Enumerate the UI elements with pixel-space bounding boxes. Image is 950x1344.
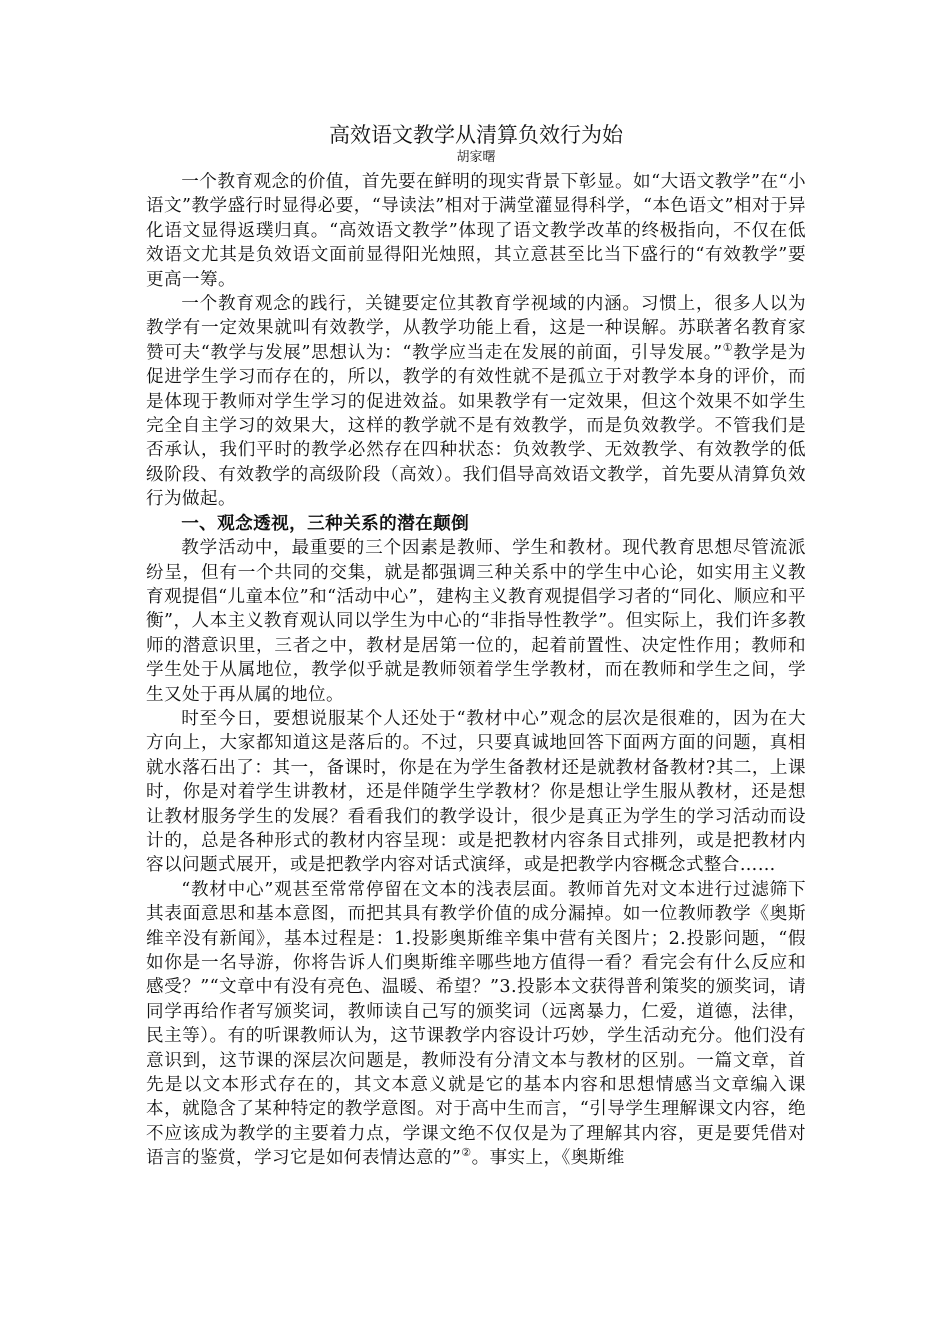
paragraph-5-part-2: 。事实上，《奥斯维	[471, 1148, 625, 1169]
paragraph-5	[146, 878, 806, 1171]
paragraph-1: 一个教育观念的价值，首先要在鲜明的现实背景下彰显。如“大语文教学”在“小语文”教学盛行时显得必要，“导读法”相对于满堂灌显得科学，“本色语文”相对于异化语文显得返璞归真。“高效语文教学”体现了语文教学改革的终极指向，不仅在低效语文尤其是负效语文面前显得阳光烛照，其立意甚至比当下盛行的“有效教学”要更高一筹。	[146, 172, 806, 290]
paragraph-3: 教学活动中，最重要的三个因素是教师、学生和教材。现代教育思想尽管流派纷呈，但有一个共同的交集，就是都强调三种关系中的学生中心论，如实用主义教育观提倡“儿童本位”和“活动中心”，建构主义教育观提倡学习者的“同化、顺应和平衡”，人本主义教育观认同以学生为中心的“非指导性教学”。但实际上，我们许多教师的潜意识里，三者之中，教材是居第一位的，起着前置性、决定性作用；教师和学生处于从属地位，教学似乎就是教师领着学生学教材，而在教师和学生之间，学生又处于再从属的地位。	[146, 538, 806, 705]
document-page	[146, 120, 806, 1171]
paragraph-2	[146, 292, 806, 512]
paragraph-2-part-1: 一个教育观念的践行，关键要定位其教育学视域的内涵。习惯上，很多人以为教学有一定效果就叫有效教学，从教学功能上看，这是一种误解。苏联著名教育家赞可夫“教学与发展”思想认为：“教学应当走在发展的前面，引导发展。”	[146, 294, 806, 363]
paragraph-4: 时至今日，要想说服某个人还处于“教材中心”观念的层次是很难的，因为在大方向上，大家都知道这是落后的。不过，只要真诚地回答下面两方面的问题，真相就水落石出了：其一，备课时，你是在为学生备教材还是就教材备教材?其二，上课时，你是对着学生讲教材，还是伴随学生学教材？你是想让学生服从教材，还是想让教材服务学生的发展？看看我们的教学设计，很少是真正为学生的学习活动而设计的，总是各种形式的教材内容呈现：或是把教材内容条目式排列，或是把教材内容以问题式展开，或是把教学内容对话式演绎，或是把教学内容概念式整合……	[146, 708, 806, 876]
footnote-marker-2: ②	[461, 1146, 472, 1160]
document-author: 胡家曙	[456, 150, 496, 165]
paragraph-2-part-2: 教学是为促进学生学习而存在的，所以，教学的有效性就不是孤立于对教学本身的评价，而是体现于教师对学生学习的促进效益。如果教学有一定效果，但这个效果不如学生完全自主学习的效果大，这样的教学就不是有效教学，而是负效教学。不管我们是否承认，我们平时的教学必然存在四种状态：负效教学、无效教学、有效教学的低级阶段、有效教学的高级阶段（高效）。我们倡导高效语文教学，首先要从清算负效行为做起。	[146, 342, 806, 510]
section-heading-1: 一、观念透视，三种关系的潜在颠倒	[181, 512, 470, 534]
footnote-marker-1: ①	[722, 340, 734, 354]
paragraph-5-part-1: “教材中心”观甚至常常停留在文本的浅表层面。教师首先对文本进行过滤筛下其表面意思和基本意图，而把其具有教学价值的成分漏掉。如一位教师教学《奥斯维辛没有新闻》，基本过程是：1.投影奥斯维辛集中营有关图片；2.投影问题，“假如你是一名导游，你将告诉人们奥斯维辛哪些地方值得一看？看完会有什么反应和感受？”“文章中有没有亮色、温暖、希望？”3.投影本文获得普利策奖的颁奖词，请同学再给作者写颁奖词，教师读自己写的颁奖词（远离暴力，仁爱，道德，法律，民主等）。有的听课教师认为，这节课教学内容设计巧妙，学生活动充分。他们没有意识到，这节课的深层次问题是，教师没有分清文本与教材的区别。一篇文章，首先是以文本形式存在的，其文本意义就是它的基本内容和思想情感当文章编入课本，就隐含了某种特定的教学意图。对于高中生而言，“引导学生理解课文内容，绝不应该成为教学的主要着力点，学课文绝不仅仅是为了理解其内容，更是要凭借对语言的鉴赏，学习它是如何表情达意的”	[146, 879, 806, 1169]
document-title: 高效语文教学从清算负效行为始	[329, 123, 623, 147]
